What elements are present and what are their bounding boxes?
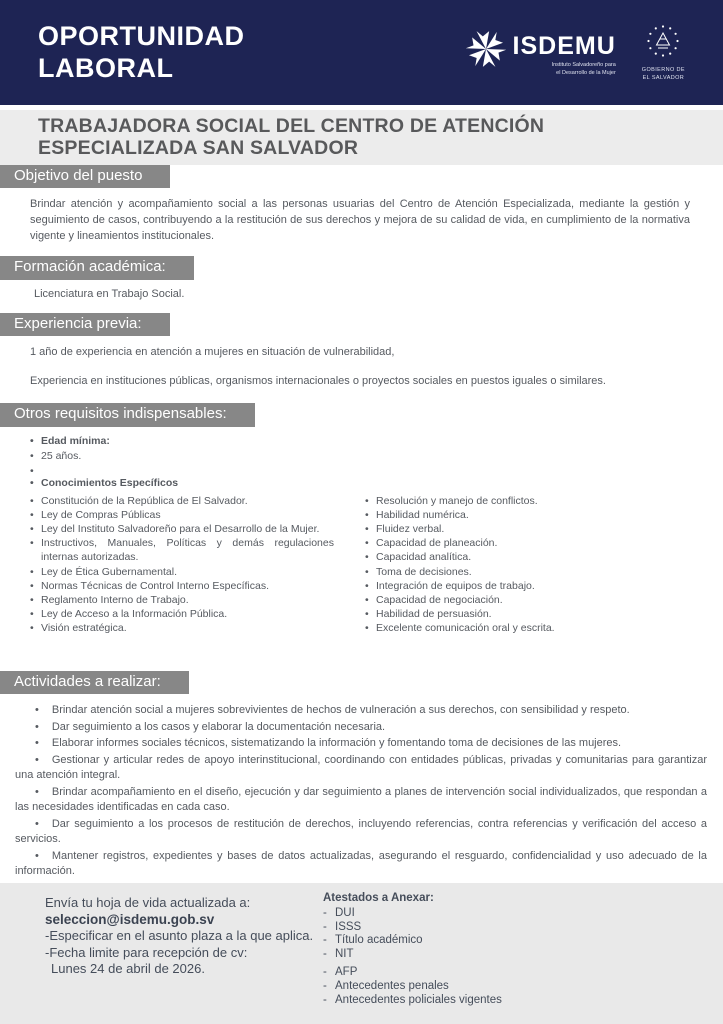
header-logos [465,23,685,81]
bullet-icon: • [35,737,39,750]
atestados-list [323,907,502,1008]
atestado-item: - AFP [323,966,502,980]
requisito-item: • Capacidad de negociación. [366,593,696,607]
poster-title-line1: OPORTUNIDAD [38,20,245,51]
section-heading-formacion: Formación académica: [0,256,194,280]
section-heading-experiencia: Experiencia previa: [0,313,170,337]
activity-item [15,785,707,816]
gobierno-seal-icon [645,23,681,64]
requisito-item: • Capacidad analítica. [366,550,696,564]
isdemu-name: ISDEMU [512,32,616,61]
activity-text: Dar seguimiento a los casos y elaborar la documentación necesaria. [51,720,386,733]
footer [0,883,723,1024]
isdemu-logo [465,28,616,77]
activity-text: Dar seguimiento a los procesos de restitución de derechos, incluyendo referencias, contra referencias y verificación del acceso a servicios. [15,817,707,846]
requisito-item: • Ley de Ética Gubernamental. [31,565,334,579]
empty-bullet [31,464,723,476]
requisito-item: • Ley de Compras Públicas [31,508,334,522]
atestados-block [323,883,502,1024]
bullet-icon: • [35,785,39,798]
atestado-item: - NIT [323,948,502,962]
conocimientos-label: • Conocimientos Específicos [31,476,723,491]
contact-email-link[interactable]: seleccion@isdemu.gob.sv [45,911,215,927]
requisitos-columns [31,494,723,636]
gobierno-logo [642,23,685,81]
requisito-item: • Habilidad numérica. [366,508,696,522]
contact-line1: Envía tu hoja de vida actualizada a: [45,895,251,910]
atestado-item: - Título académico [323,934,502,948]
contact-line3: -Especificar en el asunto plaza a la que aplica. [45,928,314,943]
requisito-item: • Capacidad de planeación. [366,536,696,550]
edad-minima-value: • 25 años. [31,449,723,464]
activity-text: Mantener registros, expedientes y bases de datos actualizadas, asegurando el resguardo, confidencialidad y uso adecuado de la información. [15,849,707,878]
experiencia-paragraph: Experiencia en instituciones públicas, organismos internacionales o proyectos sociales en puestos iguales o similares. [30,375,606,388]
poster-title-line2: LABORAL [38,52,174,83]
activity-text: Elaborar informes sociales técnicos, sistematizando la información y fomentando toma de decisiones de las mujeres. [51,737,622,750]
contact-deadline: Lunes 24 de abril de 2026. [51,961,205,976]
requisitos-right-list [366,494,696,636]
requisito-item: • Constitución de la República de El Salvador. [31,494,334,508]
requisito-item: • Resolución y manejo de conflictos. [366,494,696,508]
atestado-item: - Antecedentes penales [323,980,502,994]
activity-item [15,703,707,719]
atestado-item: - Antecedentes policiales vigentes [323,994,502,1008]
bullet-icon: • [35,720,39,733]
activity-item [15,753,707,784]
poster-title [38,21,245,85]
bullet-icon: • [35,753,39,766]
requisito-item: • Reglamento Interno de Trabajo. [31,593,334,607]
edad-minima-label: • Edad mínima: [31,434,723,449]
activity-text: Brindar atención social a mujeres sobrevivientes de hechos de vulneración a sus derechos, con sensibilidad y respeto. [51,704,630,717]
activity-item [15,849,707,880]
activities-list [15,703,707,881]
bullet-icon: • [35,704,39,717]
bullet-icon: • [35,849,39,862]
gobierno-label: GOBIERNO DE EL SALVADOR [641,67,685,81]
requisito-item: • Fluidez verbal. [366,522,696,536]
section-heading-requisitos: Otros requisitos indispensables: [0,403,255,427]
requisito-item: • Normas Técnicas de Control Interno Específicas. [31,579,334,593]
requisitos-left-list [31,494,334,636]
activity-item [15,736,707,752]
section-heading-objetivo: Objetivo del puesto [0,165,170,189]
requisito-item: • Toma de decisiones. [366,565,696,579]
objetivo-body: Brindar atención y acompañamiento social a las personas usuarias del Centro de Atención Especializada, mediante la gestión y seguimiento de casos, contribuyendo a la restitución de sus derechos y mejora de su calidad de vida, en cumplimiento de la normativa vigente y lineamientos institucionales. [30,198,690,243]
job-title: TRABAJADORA SOCIAL DEL CENTRO DE ATENCIÓN ESPECIALIZADA SAN SALVADOR [38,115,545,159]
experiencia-body [30,345,723,403]
atestado-item: - DUI [323,907,502,921]
job-title-band [0,110,723,165]
requisito-item: • Instructivos, Manuales, Políticas y demás regulaciones internas autorizadas. [31,536,334,564]
atestados-heading: Atestados a Anexar: [323,892,434,904]
bullet-icon: • [35,817,39,830]
activity-item [15,720,707,736]
requisito-item: • Habilidad de persuasión. [366,607,696,621]
activity-item [15,817,707,848]
isdemu-pinwheel-icon [465,28,507,75]
requisito-item: • Visión estratégica. [31,621,334,635]
activity-text: Gestionar y articular redes de apoyo interinstitucional, coordinando con entidades públicas, privadas y comunitarias para garantizar una atención integral. [15,753,707,782]
contact-line4: -Fecha limite para recepción de cv: [45,944,248,960]
requisito-item: • Ley de Acceso a la Información Pública. [31,607,334,621]
header [0,0,723,105]
contact-block [0,883,323,1024]
section-heading-actividades: Actividades a realizar: [0,671,189,695]
requisito-item: • Excelente comunicación oral y escrita. [366,621,696,635]
experiencia-paragraph: 1 año de experiencia en atención a mujeres en situación de vulnerabilidad, [30,346,395,359]
atestado-item: - ISSS [323,921,502,935]
isdemu-tagline: Instituto Salvadoreño para el Desarrollo de la Mujer [551,62,616,76]
formacion-body: Licenciatura en Trabajo Social. [34,287,185,300]
requisitos-intro [31,434,723,491]
activity-text: Brindar acompañamiento en el diseño, ejecución y dar seguimiento a planes de intervención social individualizados, que respondan a las necesidades identificadas en cada caso. [15,785,707,814]
isdemu-wordmark [513,28,616,77]
requisito-item: • Ley del Instituto Salvadoreño para el Desarrollo de la Mujer. [31,522,334,536]
requisito-item: • Integración de equipos de trabajo. [366,579,696,593]
